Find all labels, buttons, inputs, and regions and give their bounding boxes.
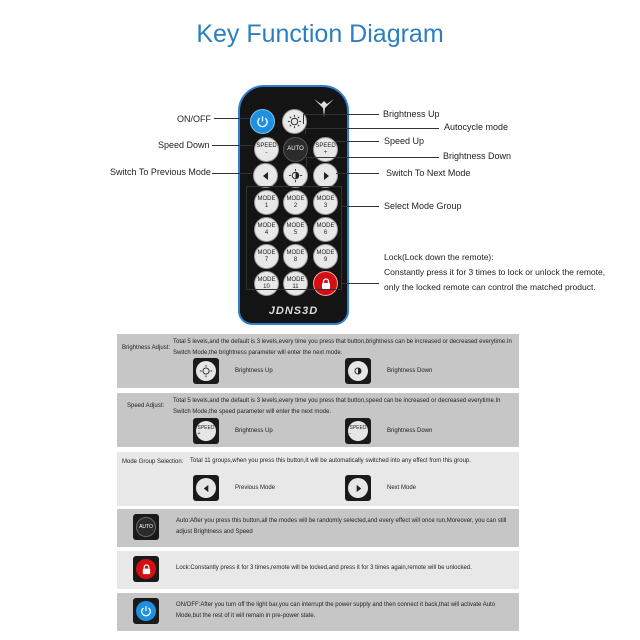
mode-10-button[interactable]: MODE 10 [254,271,279,296]
mode-7-button[interactable]: MODE 7 [254,244,279,269]
speed-down-button[interactable]: SPEED - [254,137,279,162]
panel-brightness [117,334,519,388]
mode-3-button[interactable]: MODE 3 [313,190,338,215]
panel-title: Brightness Adjust: [122,345,171,351]
power-icon [256,115,269,128]
label-speed-down: Speed Down [158,140,210,150]
callout-line [336,173,379,174]
power-button[interactable] [250,109,275,134]
arrow-right-icon [321,171,331,181]
panel-title: Mode Group Selection: [122,459,184,465]
speed-up-icon: SPEED + [193,418,219,444]
panel-text: Auto:After you press this button,all the modes will be randomly selected,and every effect will once run.Moreover, you can still adjust Brightness and Speed [176,518,507,535]
callout-line [303,114,304,124]
speed-up-button[interactable]: SPEED + [313,137,338,162]
label-switch-previous: Switch To Previous Mode [110,167,211,177]
panel-lock [117,551,519,589]
arrow-left-icon [261,171,271,181]
label-brightness-up: Brightness Up [383,109,440,119]
panel-title: Speed Adjust: [127,403,165,409]
panel-speed [117,393,519,447]
mode-8-button[interactable]: MODE 8 [283,244,308,269]
next-mode-button[interactable] [313,163,338,188]
panel-auto [117,509,519,547]
label-speed-up: Speed Up [384,136,425,146]
label-switch-next: Switch To Next Mode [386,168,471,178]
mode-9-button[interactable]: MODE 9 [313,244,338,269]
brightness-up-icon [193,358,219,384]
speed-down-icon: SPEED - [345,418,371,444]
panel-text: ON/OFF:After you turn off the light bar,you can interrupt the power supply and then connect it back,that will activate Auto Mode,but the rest of it will remain in pre-power state. [176,602,496,619]
callout-line [305,128,306,134]
panel-text: Total 5 levels,and the default is 3 levels,every time you press that button,brightness can be increased or decreased everytime.In Switch Mode,the brightness parameter will enter the next mode. [173,339,512,356]
callout-line [305,128,439,129]
icon-label: Previous Mode [235,485,276,491]
callout-line [303,114,379,115]
callout-line [306,157,439,158]
auto-icon: AUTO [133,514,159,540]
label-brightness-down: Brightness Down [443,151,512,161]
icon-label: Brightness Up [235,368,273,374]
previous-mode-button[interactable] [253,163,278,188]
label-select-mode-group: Select Mode Group [384,201,462,211]
label-autocycle: Autocycle mode [444,122,509,132]
callout-line [212,145,252,146]
lock-description-line: only the locked remote can control the matched product. [384,282,596,292]
brand-logo-icon [313,98,335,118]
brightness-down-button[interactable] [283,163,308,188]
panel-text: Lock:Constantly press it for 3 times,remote will be locked,and press it for 3 times again,remote will be unlocked. [176,565,472,571]
mode-2-button[interactable]: MODE 2 [283,190,308,215]
callout-line [342,206,379,207]
brightness-down-icon [345,358,371,384]
panel-text: Total 5 levels,and the default is 3 levels,every time you press that button,speed can be increased or decreased everytime.In Switch Mode,the speed parameter will enter the next mode. [173,398,501,415]
page-title: Key Function Diagram [196,20,444,48]
previous-mode-icon [193,475,219,501]
panel-text: Total 11 groups,when you press this button,It will be automatically switched into any effect from this group. [190,458,471,464]
mode-5-button[interactable]: MODE 5 [283,217,308,242]
label-on-off: ON/OFF [177,114,211,124]
mode-group-outline [246,186,342,290]
auto-button[interactable]: AUTO [283,137,308,162]
mode-11-button[interactable]: MODE 11 [283,271,308,296]
brand-name: JDNS3D [268,305,319,317]
lock-description-line: Constantly press it for 3 times to lock or unlock the remote, [384,267,606,277]
callout-line [212,173,252,174]
half-sun-icon [288,168,303,183]
mode-1-button[interactable]: MODE 1 [254,190,279,215]
lock-icon [133,556,159,582]
lock-description [384,250,605,295]
sun-icon [287,114,302,129]
power-icon [133,598,159,624]
icon-label: Brightness Down [387,368,433,374]
mode-6-button[interactable]: MODE 6 [313,217,338,242]
icon-label: Brightness Up [235,428,273,434]
panel-mode-group [117,452,519,506]
next-mode-icon [345,475,371,501]
callout-line [306,157,307,167]
icon-label: Next Mode [387,485,417,491]
icon-label: Brightness Down [387,428,433,434]
callout-line [341,283,379,284]
lock-description-line: Lock(Lock down the remote): [384,252,494,262]
callout-line [214,118,250,119]
mode-4-button[interactable]: MODE 4 [254,217,279,242]
callout-line [336,141,379,142]
panel-on-off [117,593,519,631]
